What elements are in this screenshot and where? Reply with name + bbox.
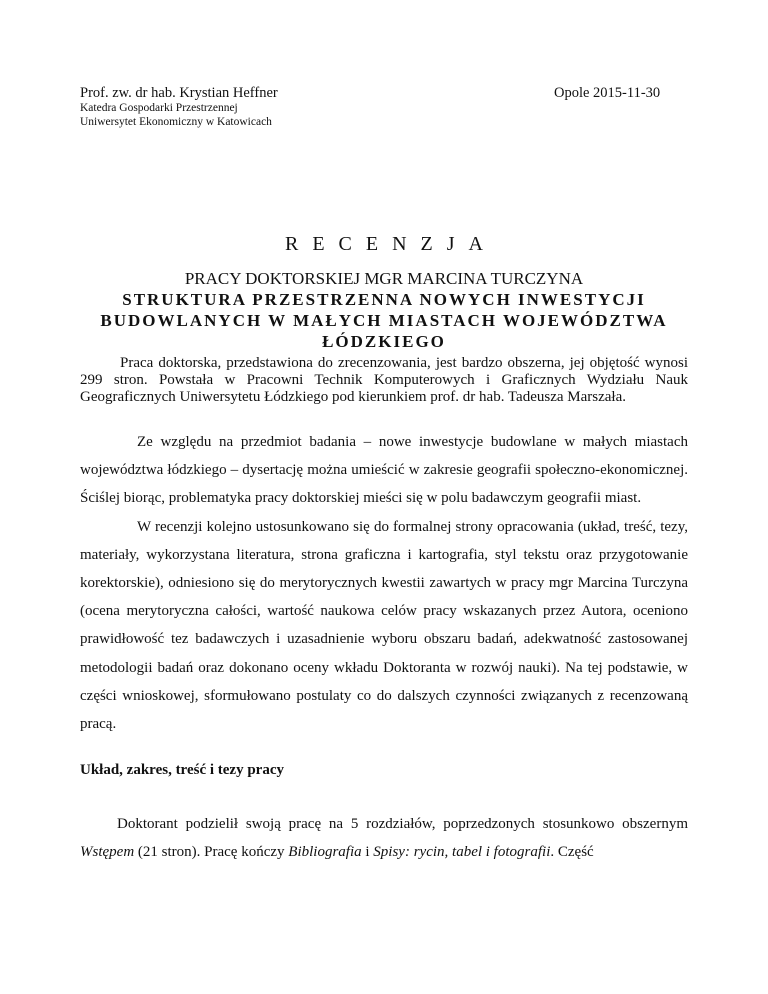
- text-run: i: [361, 844, 374, 861]
- thesis-author-line: PRACY DOKTORSKIEJ MGR MARCINA TURCZYNA: [184, 269, 584, 288]
- text-run: . Część: [550, 844, 594, 861]
- thesis-subtitle: [100, 268, 668, 352]
- paragraph-scope: Ze względu na przedmiot badania – nowe inwestycje budowlane w małych miastach województwa łódzkiego – dysertację można umieścić w zakresie geografii społeczno-ekonomicznej. Ściślej biorąc, problematyka pracy doktorskiej mieści się w polu badawczym geografii miast.: [80, 434, 688, 507]
- paragraph-intro: Praca doktorska, przedstawiona do zrecenzowania, jest bardzo obszerna, jej objętość wynosi 299 stron. Powstała w Pracowni Technik Komputerowych i Graficznych Wydziału Nauk Geograficznych Uniwersytetu Łódzkiego pod kierunkiem prof. dr hab. Tadeusza Marszała.: [80, 355, 688, 405]
- paragraph-structure: [80, 810, 688, 866]
- italic-run: Wstępem: [80, 844, 135, 861]
- italic-run: Spisy: rycin, tabel i fotografii: [373, 844, 551, 861]
- italic-run: Bibliografia: [288, 844, 362, 861]
- review-date: Opole 2015-11-30: [554, 85, 661, 101]
- reviewer-affiliation: [80, 101, 272, 129]
- department-name: Katedra Gospodarki Przestrzennej: [80, 102, 238, 114]
- text-run: (21 stron). Pracę kończy: [134, 844, 289, 861]
- reviewer-name: Prof. zw. dr hab. Krystian Heffner: [80, 85, 278, 101]
- section-heading: Układ, zakres, treść i tezy pracy: [80, 762, 284, 778]
- university-name: Uniwersytet Ekonomiczny w Katowicach: [80, 116, 272, 128]
- paragraph-review-outline: W recenzji kolejno ustosunkowano się do formalnej strony opracowania (układ, treść, tezy, materiały, wykorzystana literatura, strona graficzna i kartografia, styl tekstu oraz przygotowanie korektorskie), odniesiono się do merytorycznych kwestii zawartych w pracy mgr Marcina Turczyna (ocena merytoryczna całości, wartość naukowa celów pracy wskazanych przez Autora, oceniono prawidłowość tez badawczych i uzasadnienie wyboru obszaru badań, adekwatność zastosowanej metodologii badań oraz dokonano oceny wkładu Doktoranta w rozwój nauki). Na tej podstawie, w części wnioskowej, sformułowano postulaty co do dalszych czynności związanych z recenzowaną pracą.: [80, 518, 688, 733]
- text-run: Doktorant podzielił swoją pracę na 5 rozdziałów, poprzedzonych stosunkowo obszernym: [117, 816, 688, 832]
- thesis-title: STRUKTURA PRZESTRZENNA NOWYCH INWESTYCJI BUDOWLANYCH W MAŁYCH MIASTACH WOJEWÓDZTWA ŁÓDZKIEGO: [100, 290, 668, 351]
- body-text: [80, 428, 688, 738]
- document-title: RECENZJA: [285, 233, 497, 255]
